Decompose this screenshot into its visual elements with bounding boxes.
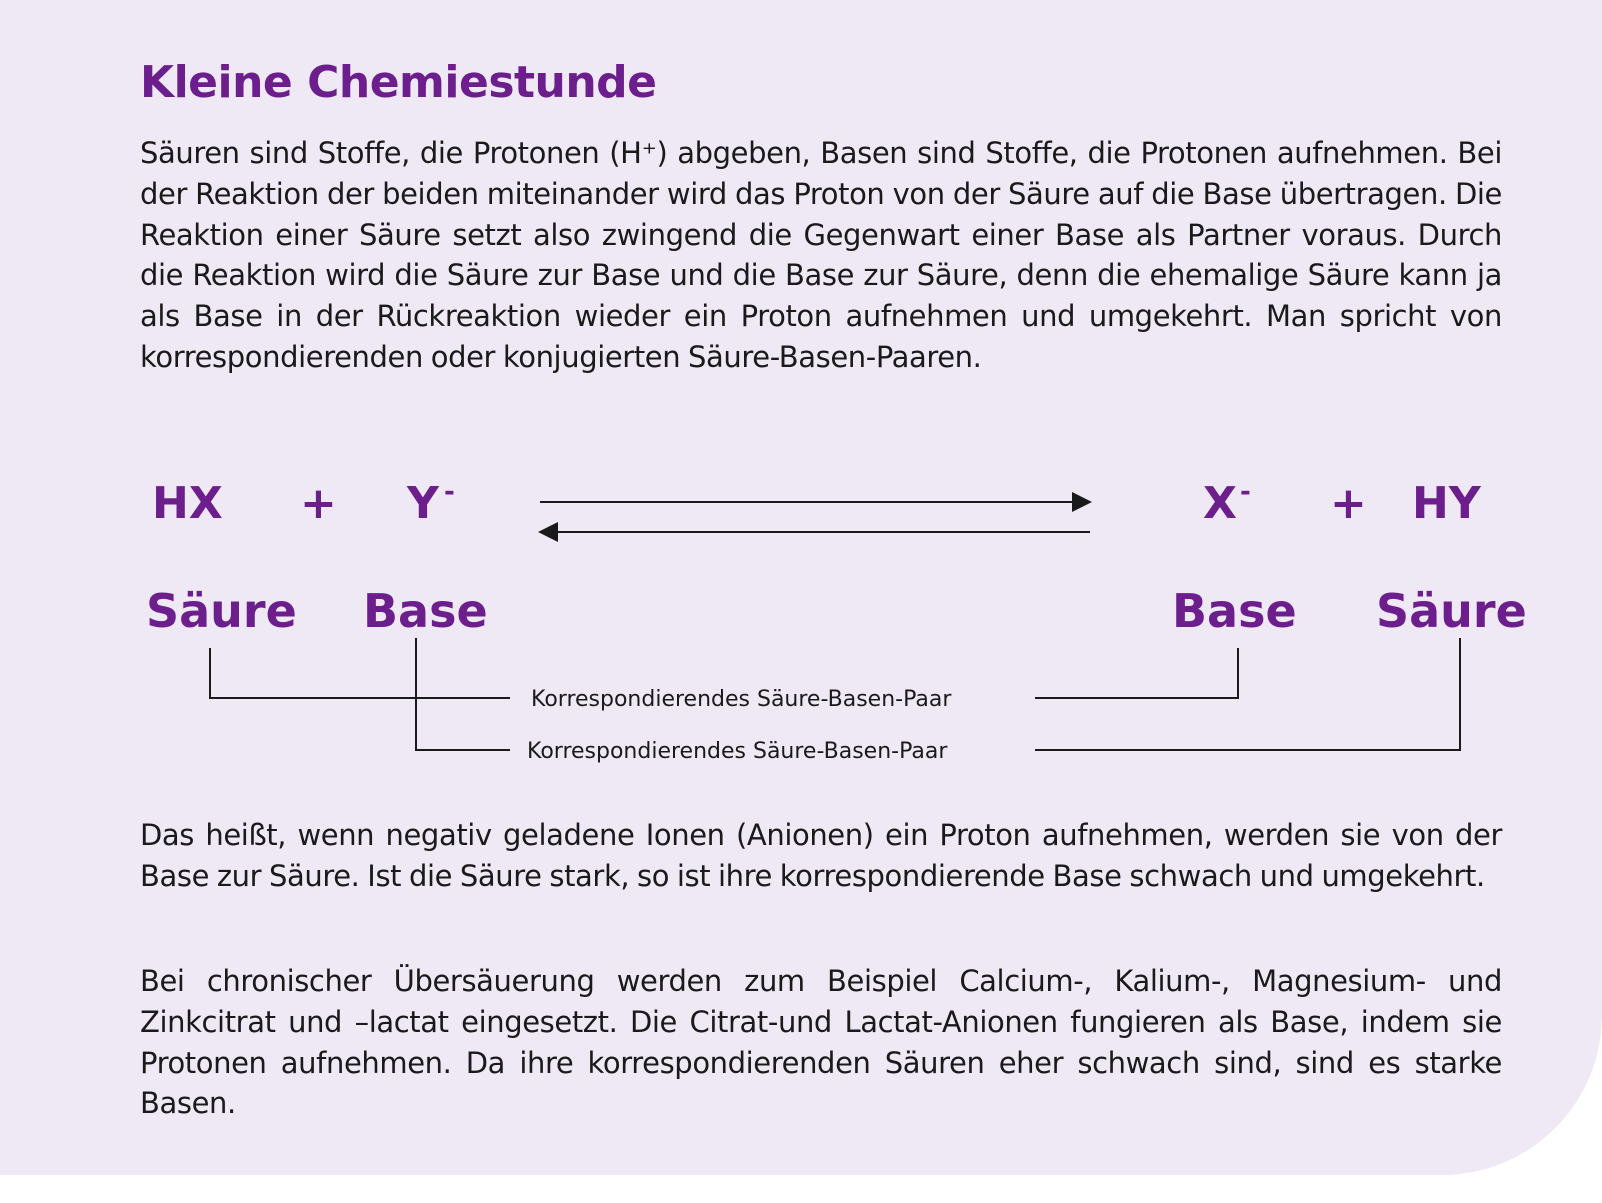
- intro-paragraph: Säuren sind Stoffe, die Protonen (H⁺) abgeben, Basen sind Stoffe, die Protonen aufnehmen. Bei der Reaktion der beiden miteinander wird das Proton von der Säure auf die Base übertragen. Die Reaktion einer Säure setzt also zwingend die Gegenwart einer Base als Partner voraus. Durch die Reaktion wird die Säure zur Base und die Base zur Säure, denn die ehemalige Säure kann ja als Base in der Rückreaktion wieder ein Proton aufnehmen und umgekehrt. Man spricht von korrespondierenden oder konjugierten Säure-Basen-Paaren.: [140, 136, 1502, 374]
- product-hy: HY: [1412, 478, 1481, 529]
- pair-label-1: Korrespondierendes Säure-Basen-Paar: [531, 687, 952, 712]
- reactant-y: Y: [407, 478, 439, 529]
- reactant-hx: HX: [152, 478, 223, 529]
- citrate-paragraph: Bei chronischer Übersäuerung werden zum Beispiel Calcium-, Kalium-, Magnesium- und Zinkcitrat und –lactat eingesetzt. Die Citrat-und Lactat-Anionen fungieren als Base, indem sie Protonen aufnehmen. Da ihre korrespondierenden Säuren eher schwach sind, sind es starke Basen.: [140, 964, 1502, 1121]
- page-title: Kleine Chemiestunde: [140, 57, 657, 108]
- pair-bracket-1-left: [210, 648, 510, 698]
- reactant-y-charge: -: [444, 477, 455, 507]
- role-base-right: Base: [1172, 584, 1297, 638]
- anion-paragraph: Das heißt, wenn negativ geladene Ionen (Anionen) ein Proton aufnehmen, werden sie von der Base zur Säure. Ist die Säure stark, so ist ihre korrespondierende Base schwach und umgekehrt.: [140, 818, 1502, 893]
- pair-bracket-2-left: [416, 638, 510, 750]
- role-base-left: Base: [363, 584, 488, 638]
- pair-bracket-1-right: [1035, 648, 1238, 698]
- plus-sign-left: +: [300, 478, 337, 529]
- role-acid-right: Säure: [1376, 584, 1527, 638]
- product-x: X: [1203, 478, 1237, 529]
- role-acid-left: Säure: [146, 584, 297, 638]
- pair-label-2: Korrespondierendes Säure-Basen-Paar: [527, 739, 948, 764]
- pair-bracket-2-right: [1035, 638, 1460, 750]
- product-x-charge: -: [1240, 477, 1251, 507]
- plus-sign-right: +: [1330, 478, 1367, 529]
